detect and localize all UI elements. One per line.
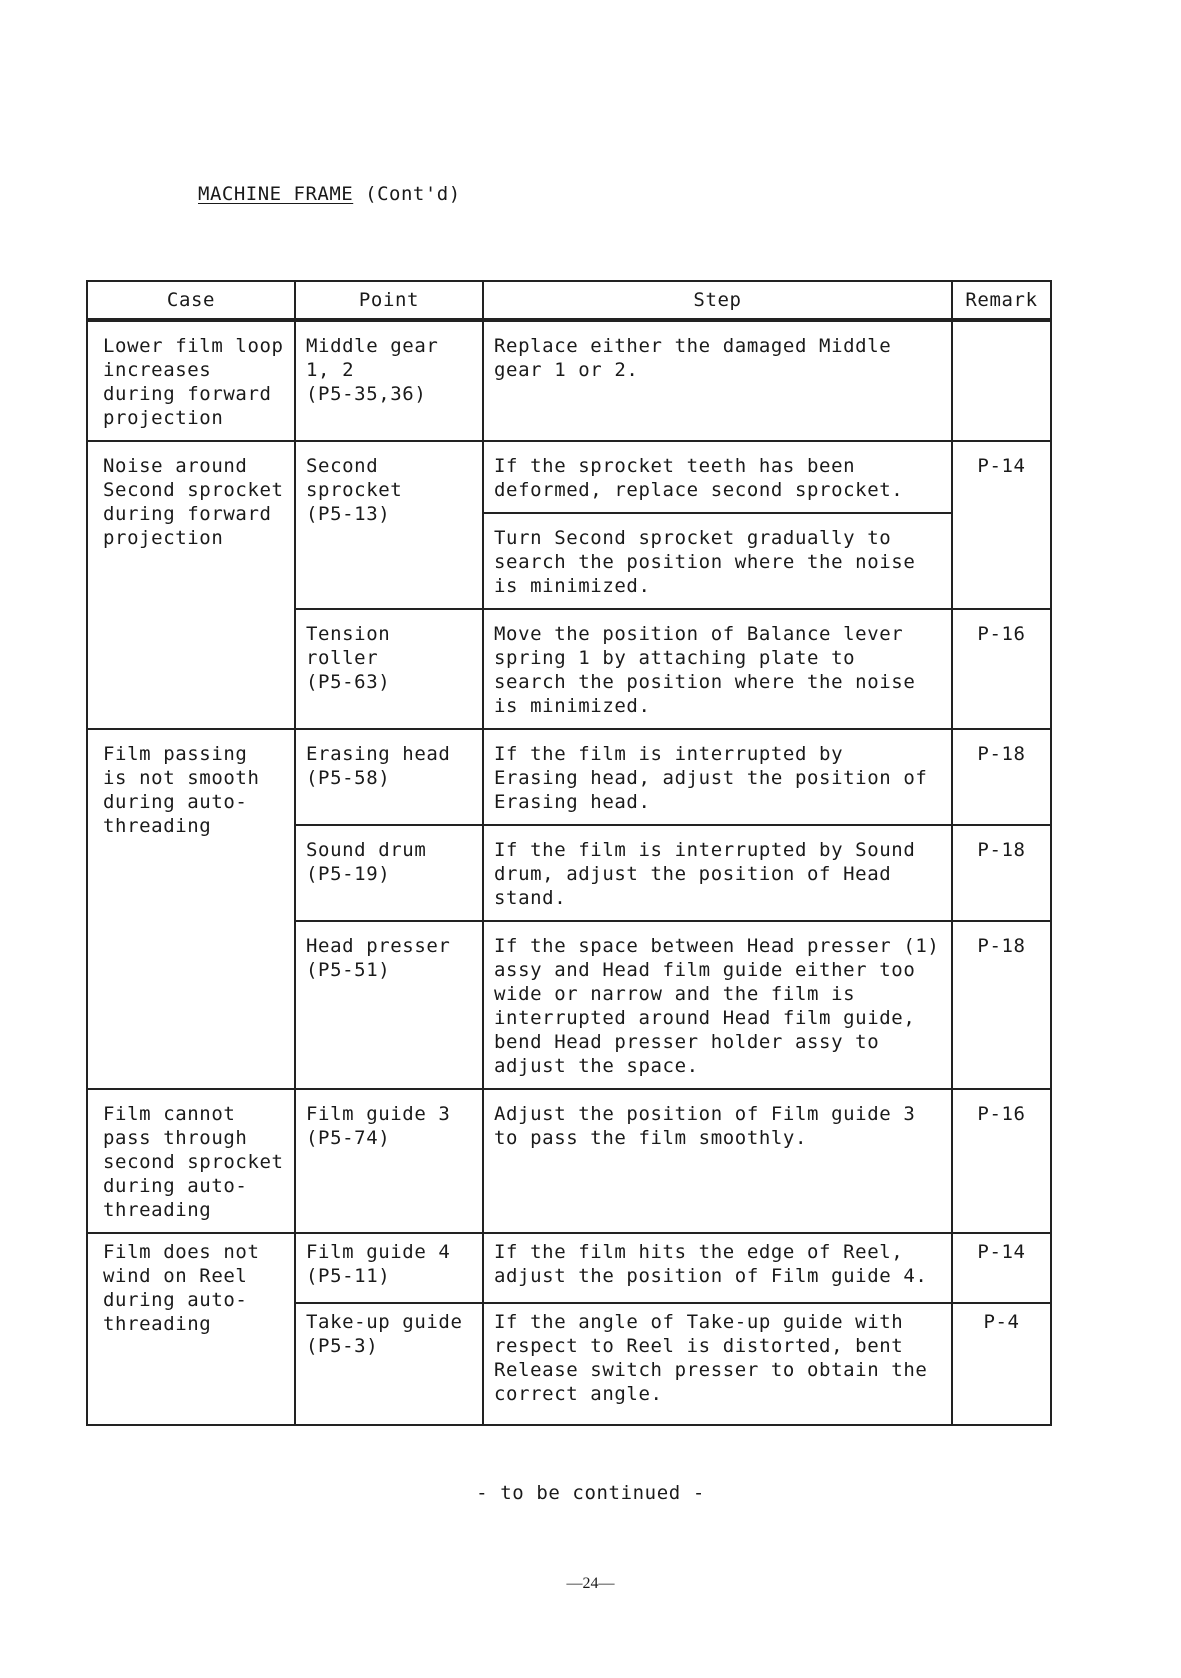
column-header-case: Case [87, 281, 295, 320]
point-cell: Sound drum (P5-19) [295, 825, 483, 921]
remark-cell: P-18 [952, 921, 1051, 1089]
step-cell: If the film is interrupted by Sound drum, adjust the position of Head stand. [483, 825, 952, 921]
step-cell: If the sprocket teeth has been deformed, replace second sprocket. [483, 441, 952, 513]
remark-cell: P-18 [952, 825, 1051, 921]
table-row [87, 441, 1051, 513]
point-cell: Second sprocket (P5-13) [295, 441, 483, 609]
section-title: MACHINE FRAME [198, 183, 354, 205]
table-row [87, 320, 1051, 441]
column-header-step: Step [483, 281, 952, 320]
table-row [87, 1233, 1051, 1303]
step-cell: If the space between Head presser (1) assy and Head film guide either too wide or narrow and the film is interrupted around Head film guide, bend Head presser holder assy to adjust the space. [483, 921, 952, 1089]
point-cell: Tension roller (P5-63) [295, 609, 483, 729]
table-header-row [87, 281, 1051, 320]
remark-cell: P-18 [952, 729, 1051, 825]
column-header-point: Point [295, 281, 483, 320]
point-cell: Film guide 3 (P5-74) [295, 1089, 483, 1233]
point-cell: Film guide 4 (P5-11) [295, 1233, 483, 1303]
step-cell: If the film hits the edge of Reel, adjust the position of Film guide 4. [483, 1233, 952, 1303]
step-cell: If the film is interrupted by Erasing head, adjust the position of Erasing head. [483, 729, 952, 825]
table-row [87, 1089, 1051, 1233]
point-cell: Middle gear 1, 2 (P5-35,36) [295, 320, 483, 441]
remark-cell: P-4 [952, 1303, 1051, 1425]
step-cell: Replace either the damaged Middle gear 1 or 2. [483, 320, 952, 441]
remark-cell: P-16 [952, 609, 1051, 729]
case-cell: Lower film loop increases during forward projection [87, 320, 295, 441]
case-cell: Film passing is not smooth during auto- threading [87, 729, 295, 1089]
step-cell: If the angle of Take-up guide with respect to Reel is distorted, bent Release switch presser to obtain the correct angle. [483, 1303, 952, 1425]
case-cell: Film cannot pass through second sprocket during auto- threading [87, 1089, 295, 1233]
page-heading [198, 183, 461, 205]
table-row [87, 729, 1051, 825]
remark-cell: P-14 [952, 1233, 1051, 1303]
remark-cell: P-16 [952, 1089, 1051, 1233]
step-cell: Move the position of Balance lever spring 1 by attaching plate to search the position where the noise is minimized. [483, 609, 952, 729]
column-header-remark: Remark [952, 281, 1051, 320]
point-cell: Head presser (P5-51) [295, 921, 483, 1089]
troubleshooting-table [86, 280, 1052, 1426]
point-cell: Take-up guide (P5-3) [295, 1303, 483, 1425]
remark-cell: P-14 [952, 441, 1051, 609]
continued-note: - to be continued - [476, 1482, 705, 1504]
step-cell: Turn Second sprocket gradually to search the position where the noise is minimized. [483, 513, 952, 609]
remark-cell [952, 320, 1051, 441]
case-cell: Film does not wind on Reel during auto- threading [87, 1233, 295, 1425]
page-number: —24— [566, 1575, 615, 1592]
case-cell: Noise around Second sprocket during forward projection [87, 441, 295, 729]
section-title-suffix: (Cont'd) [353, 183, 461, 205]
step-cell: Adjust the position of Film guide 3 to pass the film smoothly. [483, 1089, 952, 1233]
point-cell: Erasing head (P5-58) [295, 729, 483, 825]
